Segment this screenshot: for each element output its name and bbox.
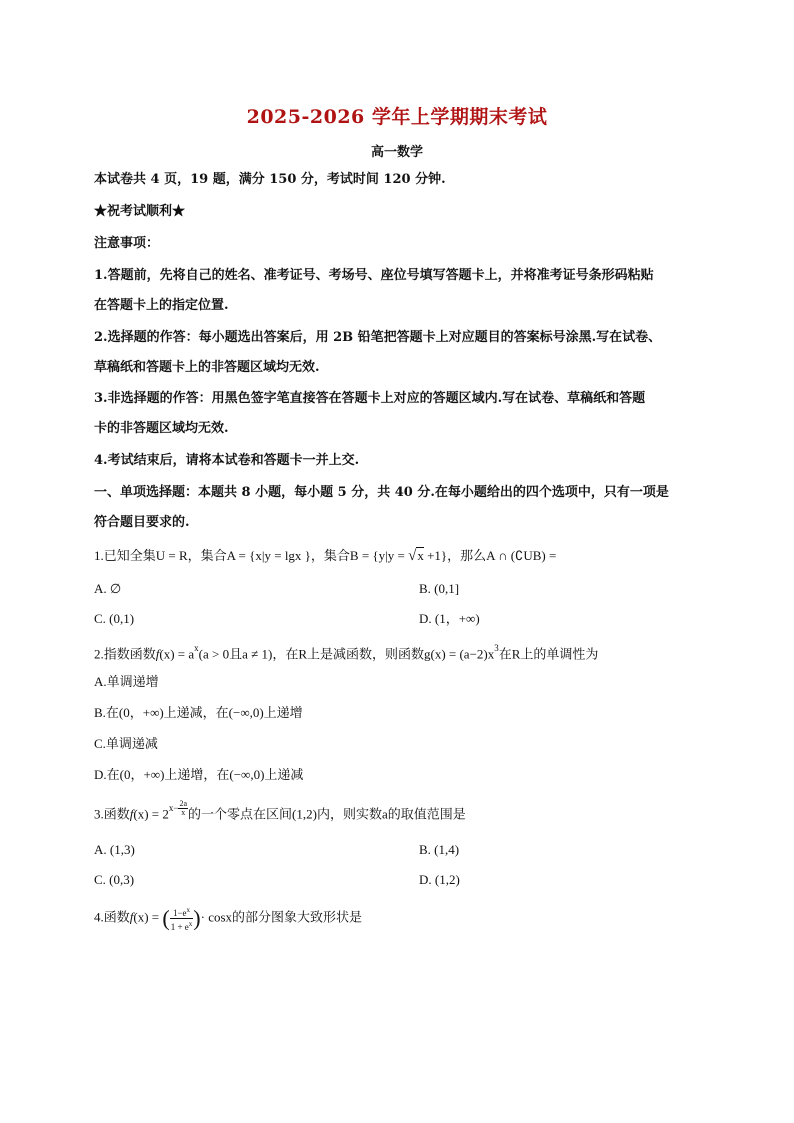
q4-fraction: [170, 905, 194, 932]
question-2: [94, 642, 598, 662]
sqrt-icon: √: [408, 548, 417, 564]
notice-line: 4.考试结束后，请将本试卷和答题卡一并上交.: [94, 453, 360, 468]
q4-func: f: [129, 909, 134, 925]
q2-option-b: B.在(0，+∞)上递减，在(−∞,0)上递增: [94, 705, 303, 720]
q2-text: (x) = a: [159, 646, 195, 662]
q3-option-a: A. (1,3): [94, 842, 135, 857]
exam-subject: 高一数学: [370, 145, 423, 160]
question-3: [94, 799, 466, 822]
q3-fraction-num: 2a: [179, 799, 188, 809]
q3-text: 3.函数: [94, 806, 130, 822]
q4-den-exponent: x: [188, 920, 193, 928]
q3-func: f: [129, 806, 134, 822]
exam-title: 2025-2026 学年上学期期末考试: [246, 106, 548, 128]
q3-text: (x) = 2: [133, 806, 169, 822]
notice-line: 卡的非答题区域均无效.: [94, 421, 229, 436]
notice-line: 3.非选择题的作答：用黑色签字笔直接答在答题卡上对应的答题区域内.写在试卷、草稿纸和答题: [94, 391, 646, 406]
notice-line: 草稿纸和答题卡上的非答题区域均无效.: [94, 360, 320, 375]
q3-option-c: C. (0,3): [94, 872, 135, 887]
q2-text: 2.指数函数: [94, 646, 156, 662]
section-heading: 一、单项选择题：本题共 8 小题，每小题 5 分，共 40 分.在每小题给出的四个选项中，只有一项是: [94, 485, 669, 500]
q1-text-end: +1}，那么A ∩ (∁UB) =: [423, 548, 557, 563]
q2-exponent: x: [194, 643, 199, 653]
q3-option-b: B. (1,4): [419, 842, 460, 857]
q2-option-d: D.在(0，+∞)上递增，在(−∞,0)上递减: [94, 767, 304, 782]
q2-text: (a > 0且a ≠ 1)，在R上是减函数，则函数g(x) = (a−2)x: [198, 646, 495, 662]
q2-text: 在R上的单调性为: [498, 646, 599, 662]
q4-fraction-den: 1 + e: [170, 922, 189, 932]
q3-text: 的一个零点在区间(1,2)内，则实数a的取值范围是: [188, 806, 466, 822]
q3-fraction-den: x: [181, 808, 186, 818]
notice-line: 1.答题前，先将自己的姓名、准考证号、考场号、座位号填写答题卡上，并将准考证号条形码粘贴: [94, 268, 654, 283]
q2-option-a: A.单调递增: [94, 674, 159, 689]
q1-option-a: A. ∅: [94, 581, 122, 596]
notice-line: 在答题卡上的指定位置.: [94, 298, 229, 313]
q4-fraction-num: 1−e: [172, 908, 187, 918]
q1-option-d: D. (1，+∞): [419, 611, 480, 626]
q2-exponent: 3: [494, 643, 499, 653]
q2-option-c: C.单调递减: [94, 736, 158, 751]
notice-title: 注意事项：: [94, 236, 160, 251]
notice-line: 2.选择题的作答：每小题选出答案后，用 2B 铅笔把答题卡上对应题目的答案标号涂黑.写在试卷、: [94, 330, 662, 345]
q4-text: (x) =: [133, 909, 163, 925]
question-1: [94, 548, 556, 564]
q4-text: · cosx的部分图象大致形状是: [200, 909, 363, 925]
q1-option-c: C. (0,1): [94, 611, 135, 626]
q1-radicand: x: [417, 548, 424, 563]
q3-option-d: D. (1,2): [419, 872, 460, 887]
good-luck-line: ★祝考试顺利★: [94, 204, 186, 219]
section-heading-cont: 符合题目要求的.: [94, 515, 190, 530]
question-4: 4.函数f(x) = ( $\frac{1-e^x}{1 + e^x}$ )· cosx的部分图象大致形状是: [94, 905, 363, 932]
exam-summary: 本试卷共 4 页，19 题，满分 150 分，考试时间 120 分钟.: [94, 172, 446, 187]
q1-text: 1.已知全集U = R，集合A = {x|y = lgx }，集合B = {y|y =: [94, 548, 409, 563]
q1-option-b: B. (0,1]: [419, 581, 460, 596]
q4-text: 4.函数: [94, 909, 130, 925]
q3-exponent: x− 2a x: [168, 799, 188, 818]
q4-num-exponent: x: [186, 906, 191, 914]
q2-func: f: [155, 646, 160, 662]
